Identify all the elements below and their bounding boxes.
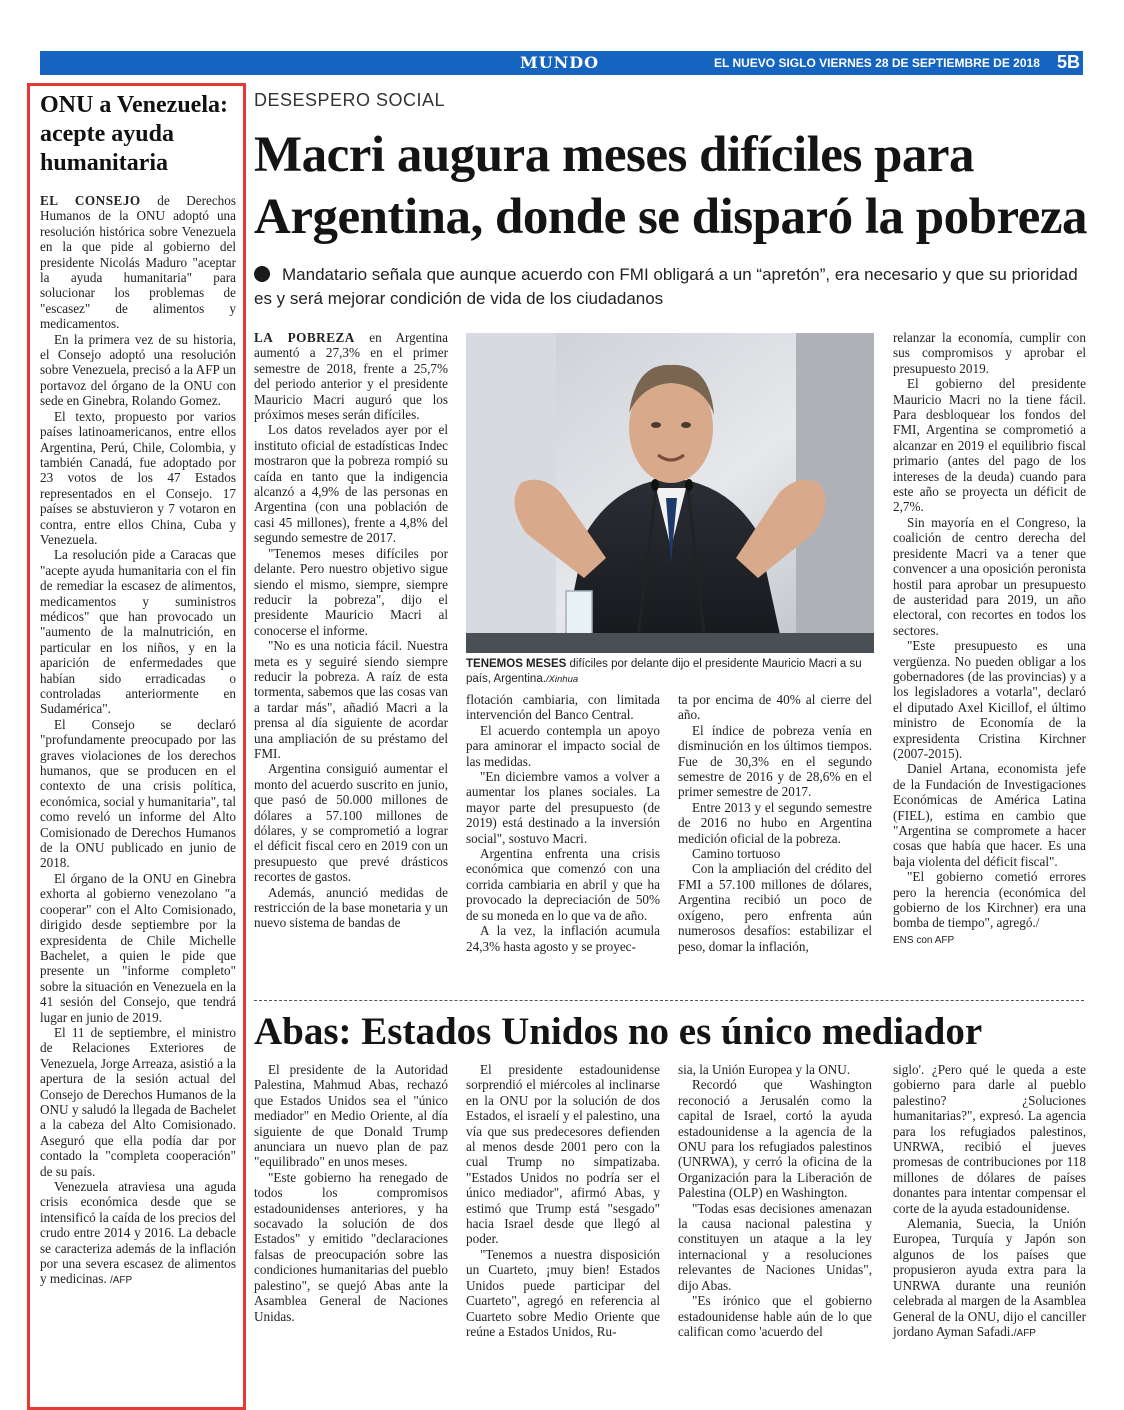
second-article-headline: Abas: Estados Unidos no es único mediador [254,1010,983,1053]
article-paragraph: El presidente estadounidense sorprendió el miércoles al inclinarse en la ONU por la solución de dos Estados, el israelí y el palestino, una vía que sus predecesores defienden al menos desde 2001 pero con la cual Trump no simpatizaba. "Estados Unidos no podría ser el único mediador", afirmó Abas, y estimó que Trump está "sesgado" hacia Israel desde que llegó al poder. [466,1062,660,1247]
article-paragraph: flotación cambiaria, con limitada intervención del Banco Central. [466,692,660,723]
article-paragraph: "En diciembre vamos a volver a aumentar los planes sociales. La mayor parte del presupuesto (de 2019) está destinado a la inversión social", sostuvo Macri. [466,769,660,846]
article-paragraph: Sin mayoría en el Congreso, la coalición de centro derecha del presidente Macri va a tener que convencer a una oposición peronista hostil para aprobar un presupuesto de austeridad para 2019, un año electoral, con recortes en todos los sectores. [893,514,1086,638]
article-paragraph: Además, anunció medidas de restricción de la base monetaria y un nuevo sistema de bandas de [254,884,448,931]
article-kicker: DESESPERO SOCIAL [254,90,446,110]
article-paragraph: Argentina consiguió aumentar el monto del acuerdo suscrito en junio, que pasó de 50.000 millones de dólares a 57.100 millones de dólares, y se comprometió a lograr el déficit fiscal cero en 2019 con un presupuesto que prevé drásticos recortes de gastos. [254,761,448,885]
article-paragraph: relanzar la economía, cumplir con sus compromisos y aprobar el presupuesto 2019. [893,330,1086,376]
article-paragraph: Argentina enfrenta una crisis económica que comenzó con una corrida cambiaria en abril y que ha provocado la depreciación de 50% de su moneda en lo que va de año. [466,846,660,923]
section-name: MUNDO [520,53,600,72]
article-paragraph: El presidente de la Autoridad Palestina, Mahmud Abas, rechazó que Estados Unidos sea el "único mediador" en Medio Oriente, al día siguiente de que Donald Trump anunciara un nuevo plan de paz "equilibrado" en unos meses. [254,1062,448,1170]
bullet-icon [254,266,270,282]
article-paragraph: Entre 2013 y el segundo semestre de 2016 no hubo en Argentina medición oficial de la pobreza. [678,799,872,846]
article-paragraph: "Todas esas decisiones amenazan la causa nacional palestina y constituyen un ataque a la ley internacional y a resoluciones relevantes de Naciones Unidas", dijo Abas. [678,1200,872,1293]
article-column-3 [678,692,872,954]
article-lead-in: LA POBREZA [254,330,355,345]
article-paragraph: El acuerdo contempla un apoyo para aminorar el impacto social de las medidas. [466,722,660,769]
article-paragraph: El gobierno del presidente Mauricio Macri no la tiene fácil. Para desbloquear los fondos del FMI, Argentina se comprometió a alcanzar en 2019 el equilibrio fiscal primario (antes del pago de los intereses de la deuda) cuando para este año se proyecta un déficit de 2,7%. [893,376,1086,515]
sidebar-body [40,193,236,1289]
article-paragraph: Recordó que Washington reconoció a Jerusalén como la capital de Israel, cortó la ayuda estadounidense a la agencia de la ONU para los refugiados palestinos (UNRWA), y cerró la oficina de la Organización para la Liberación de Palestina (OLP) en Washington. [678,1077,872,1201]
article-paragraph: "El gobierno cometió errores pero la herencia (económica del gobierno de los Kirchner) era una bomba de tiempo", agregó./ [893,869,1086,931]
sidebar-lead-in: EL CONSEJO [40,193,141,208]
article-paragraph: Alemania, Suecia, la Unión Europea, Turquía y Japón son algunos de los países que propusieron ayuda extra para la UNRWA durante una reunión celebrada al margen de la Asamblea General de la ONU, dijo el canciller jordano Ayman Safadi./AFP [893,1216,1086,1339]
page-number: 5B [1057,52,1081,72]
article-headline: Macri augura meses difíciles para Argentina, donde se disparó la pobreza [254,127,1087,245]
article-paragraph: El índice de pobreza venía en disminución en los últimos tiempos. Fue de 30,3% en el segundo semestre de 2016 y de 28,6% en el primer semestre de 2017. [678,722,872,800]
sidebar-headline: ONU a Venezuela: acepte ayuda humanitaria [40,92,228,176]
sidebar-paragraph: El órgano de la ONU en Ginebra exhorta al gobierno venezolano "a cooperar" con el Alto Comisionado, dirigido desde septiembre por la expresidenta de Chile Michelle Bachelet, a quien le pide que presente un "informe completo" sobre la situación en Venezuela en la 41 sesión del Consejo, que tendrá lugar en junio de 2019. [40,870,236,1025]
article-paragraph: siglo'. ¿Pero qué le queda a este gobierno para darle al pueblo palestino? ¿Soluciones humanitarias?", expresó. La agencia para los refugiados palestinos, UNRWA, recibió el jueves promesas de contribuciones por 118 millones de dólares de países donantes para intentar compensar el corte de la ayuda estadounidense. [893,1062,1086,1216]
article-subhead: Camino tortuoso [692,846,781,862]
speaker-photo-illustration [466,333,874,653]
article-paragraph: LA POBREZA en Argentina aumentó a 27,3% en el primer semestre de 2018, frente a 25,7% del periodo anterior y el presidente Mauricio Macri auguró que los próximos meses serán difíciles. [254,330,448,423]
sidebar-paragraph: El texto, propuesto por varios países latinoamericanos, entre ellos Argentina, Perú, Chile, Colombia, y también Canadá, fue adoptado por 23 votos de los 47 Estados representados en el Consejo. 17 países se abstuvieron y 7 votaron en contra, entre ellos China, Cuba y Venezuela. [40,408,236,547]
article-paragraph: "No es una noticia fácil. Nuestra meta es y seguiré siendo siempre reducir la pobreza. A raíz de esta tormenta, sabemos que las cosas van a tardar más", añadió Macri a la prensa al día siguiente de acordar una ampliación de su préstamo del FMI. [254,638,448,761]
article-paragraph: "Este gobierno ha renegado de todos los compromisos estadounidenses anteriores, y ha socavado la solución de dos Estados" y emitido "declaraciones falsas de preocupación sobre las condiciones humanitarias del pueblo palestino", se quejó Abas ante la Asamblea General de Naciones Unidas. [254,1169,448,1324]
second-article-column-3 [678,1062,872,1339]
article-credit: ENS con AFP [893,934,955,946]
sidebar-credit: /AFP [109,1275,133,1287]
sidebar-paragraph: EL CONSEJO de Derechos Humanos de la ONU adoptó una resolución histórica sobre Venezuela en la que pide al gobierno del presidente Nicolás Maduro "aceptar la ayuda humanitaria" para solucionar los problemas de "escasez" de alimentos y medicamentos. [40,193,236,332]
second-article-column-1 [254,1062,448,1324]
article-column-2 [466,692,660,954]
article-paragraph: "Tenemos meses difíciles por delante. Pero nuestro objetivo sigue siendo el mismo, siempre, siempre reducir la pobreza", dijo el presidente Mauricio Macri al conocerse el informe. [254,545,448,638]
article-paragraph: A la vez, la inflación acumula 24,3% hasta agosto y se proyec- [466,923,660,954]
article-divider [254,1000,1084,1001]
article-paragraph: Los datos revelados ayer por el instituto oficial de estadísticas Indec mostraron que la pobreza rompió su caída en tanto que la indigencia alcanzó a 4,9% de las personas en Argentina (con una población de casi 45 millones), frente a 4,8% del segundo semestre de 2017. [254,422,448,546]
sidebar-paragraph: Venezuela atraviesa una aguda crisis económica desde que se intensificó la caída de los precios del crudo entre 2014 y 2016. La debacle se caracteriza además de la inflación por una severa escasez de alimentos y medicinas. /AFP [40,1179,236,1287]
article-paragraph: "Tenemos a nuestra disposición un Cuarteto, ¡muy bien! Estados Unidos puede participar del Cuarteto", agregó en referencia al Cuarteto sobre Medio Oriente que reúne a Estados Unidos, Ru- [466,1246,660,1339]
sidebar-paragraph: La resolución pide a Caracas que "acepte ayuda humanitaria con el fin de remediar la escasez de alimentos, medicamentos y suministros médicos" que han provocado un "aumento de la malnutrición, en particular en los niños, y en la aparición de enfermedades que habían sido erradicadas o controladas anteriormente en Sudamérica". [40,547,236,717]
photo-caption: TENEMOS MESES difíciles por delante dijo el presidente Mauricio Macri a su país, Argentina./Xinhua [466,658,862,685]
sidebar-paragraph: En la primera vez de su historia, el Consejo adoptó una resolución sobre Venezuela, precisó a la AFP un portavoz del órgano de la ONU con sede en Ginebra, Rolando Gomez. [40,331,236,409]
article-column-4 [893,330,1086,948]
second-article-column-4 [893,1062,1086,1341]
sidebar-paragraph: El 11 de septiembre, el ministro de Relaciones Exteriores de Venezuela, Jorge Arreaza, asistió a la apertura de la sesión actual del Consejo de Derechos Humanos de la ONU y saludó la llegada de Bachelet a la cabeza del Alto Comisionado. Aseguró que ella podía dar por contado la "completa cooperación" de su país. [40,1024,236,1179]
article-paragraph: ta por encima de 40% al cierre del año. [678,692,872,723]
article-paragraph: Daniel Artana, economista jefe de la Fundación de Investigaciones Económicas de América Latina (FIEL), estima en cambio que "Argentina se compromete a hacer cosas que había que hacer. Es una baja violenta del déficit fiscal". [893,761,1086,869]
article-paragraph: "Este presupuesto es una vergüenza. No pueden obligar a los gobernadores (de las provincias) y a los legisladores a votarla", declaró el diputado Axel Kicillof, el último ministro de Economía de la expresidenta Cristina Kirchner (2007-2015). [893,638,1086,761]
second-article-credit: /AFP [1013,1327,1036,1339]
article-paragraph: Con la ampliación del crédito del FMI a 57.100 millones de dólares, Argentina recibió un poco de oxígeno, pero enfrenta aún numerosos desafíos: estabilizar el peso, domar la inflación, [678,861,872,954]
article-paragraph: "Es irónico que el gobierno estadounidense hable aún de lo que califican como 'acuerdo del [678,1293,872,1339]
sidebar-paragraph: El Consejo se declaró "profundamente preocupado por las graves violaciones de los derechos humanos, que se producen en el contexto de una crisis política, económica, social y humanitaria", tal como reveló un informe del Alto Comisionado de Derechos Humanos de la ONU publicado en junio de 2018. [40,716,236,871]
article-photo [466,333,874,653]
second-article-column-2 [466,1062,660,1339]
photo-credit: /Xinhua [545,674,579,685]
article-column-1 [254,330,448,931]
masthead-date: EL NUEVO SIGLO VIERNES 28 DE SEPTIEMBRE DE 2018 [714,56,1040,70]
article-deck: Mandatario señala que aunque acuerdo con FMI obligará a un “apretón”, era necesario y que su prioridad es y será mejorar condición de vida de los ciudadanos [254,265,1078,308]
article-paragraph: sia, la Unión Europea y la ONU. [678,1062,851,1077]
